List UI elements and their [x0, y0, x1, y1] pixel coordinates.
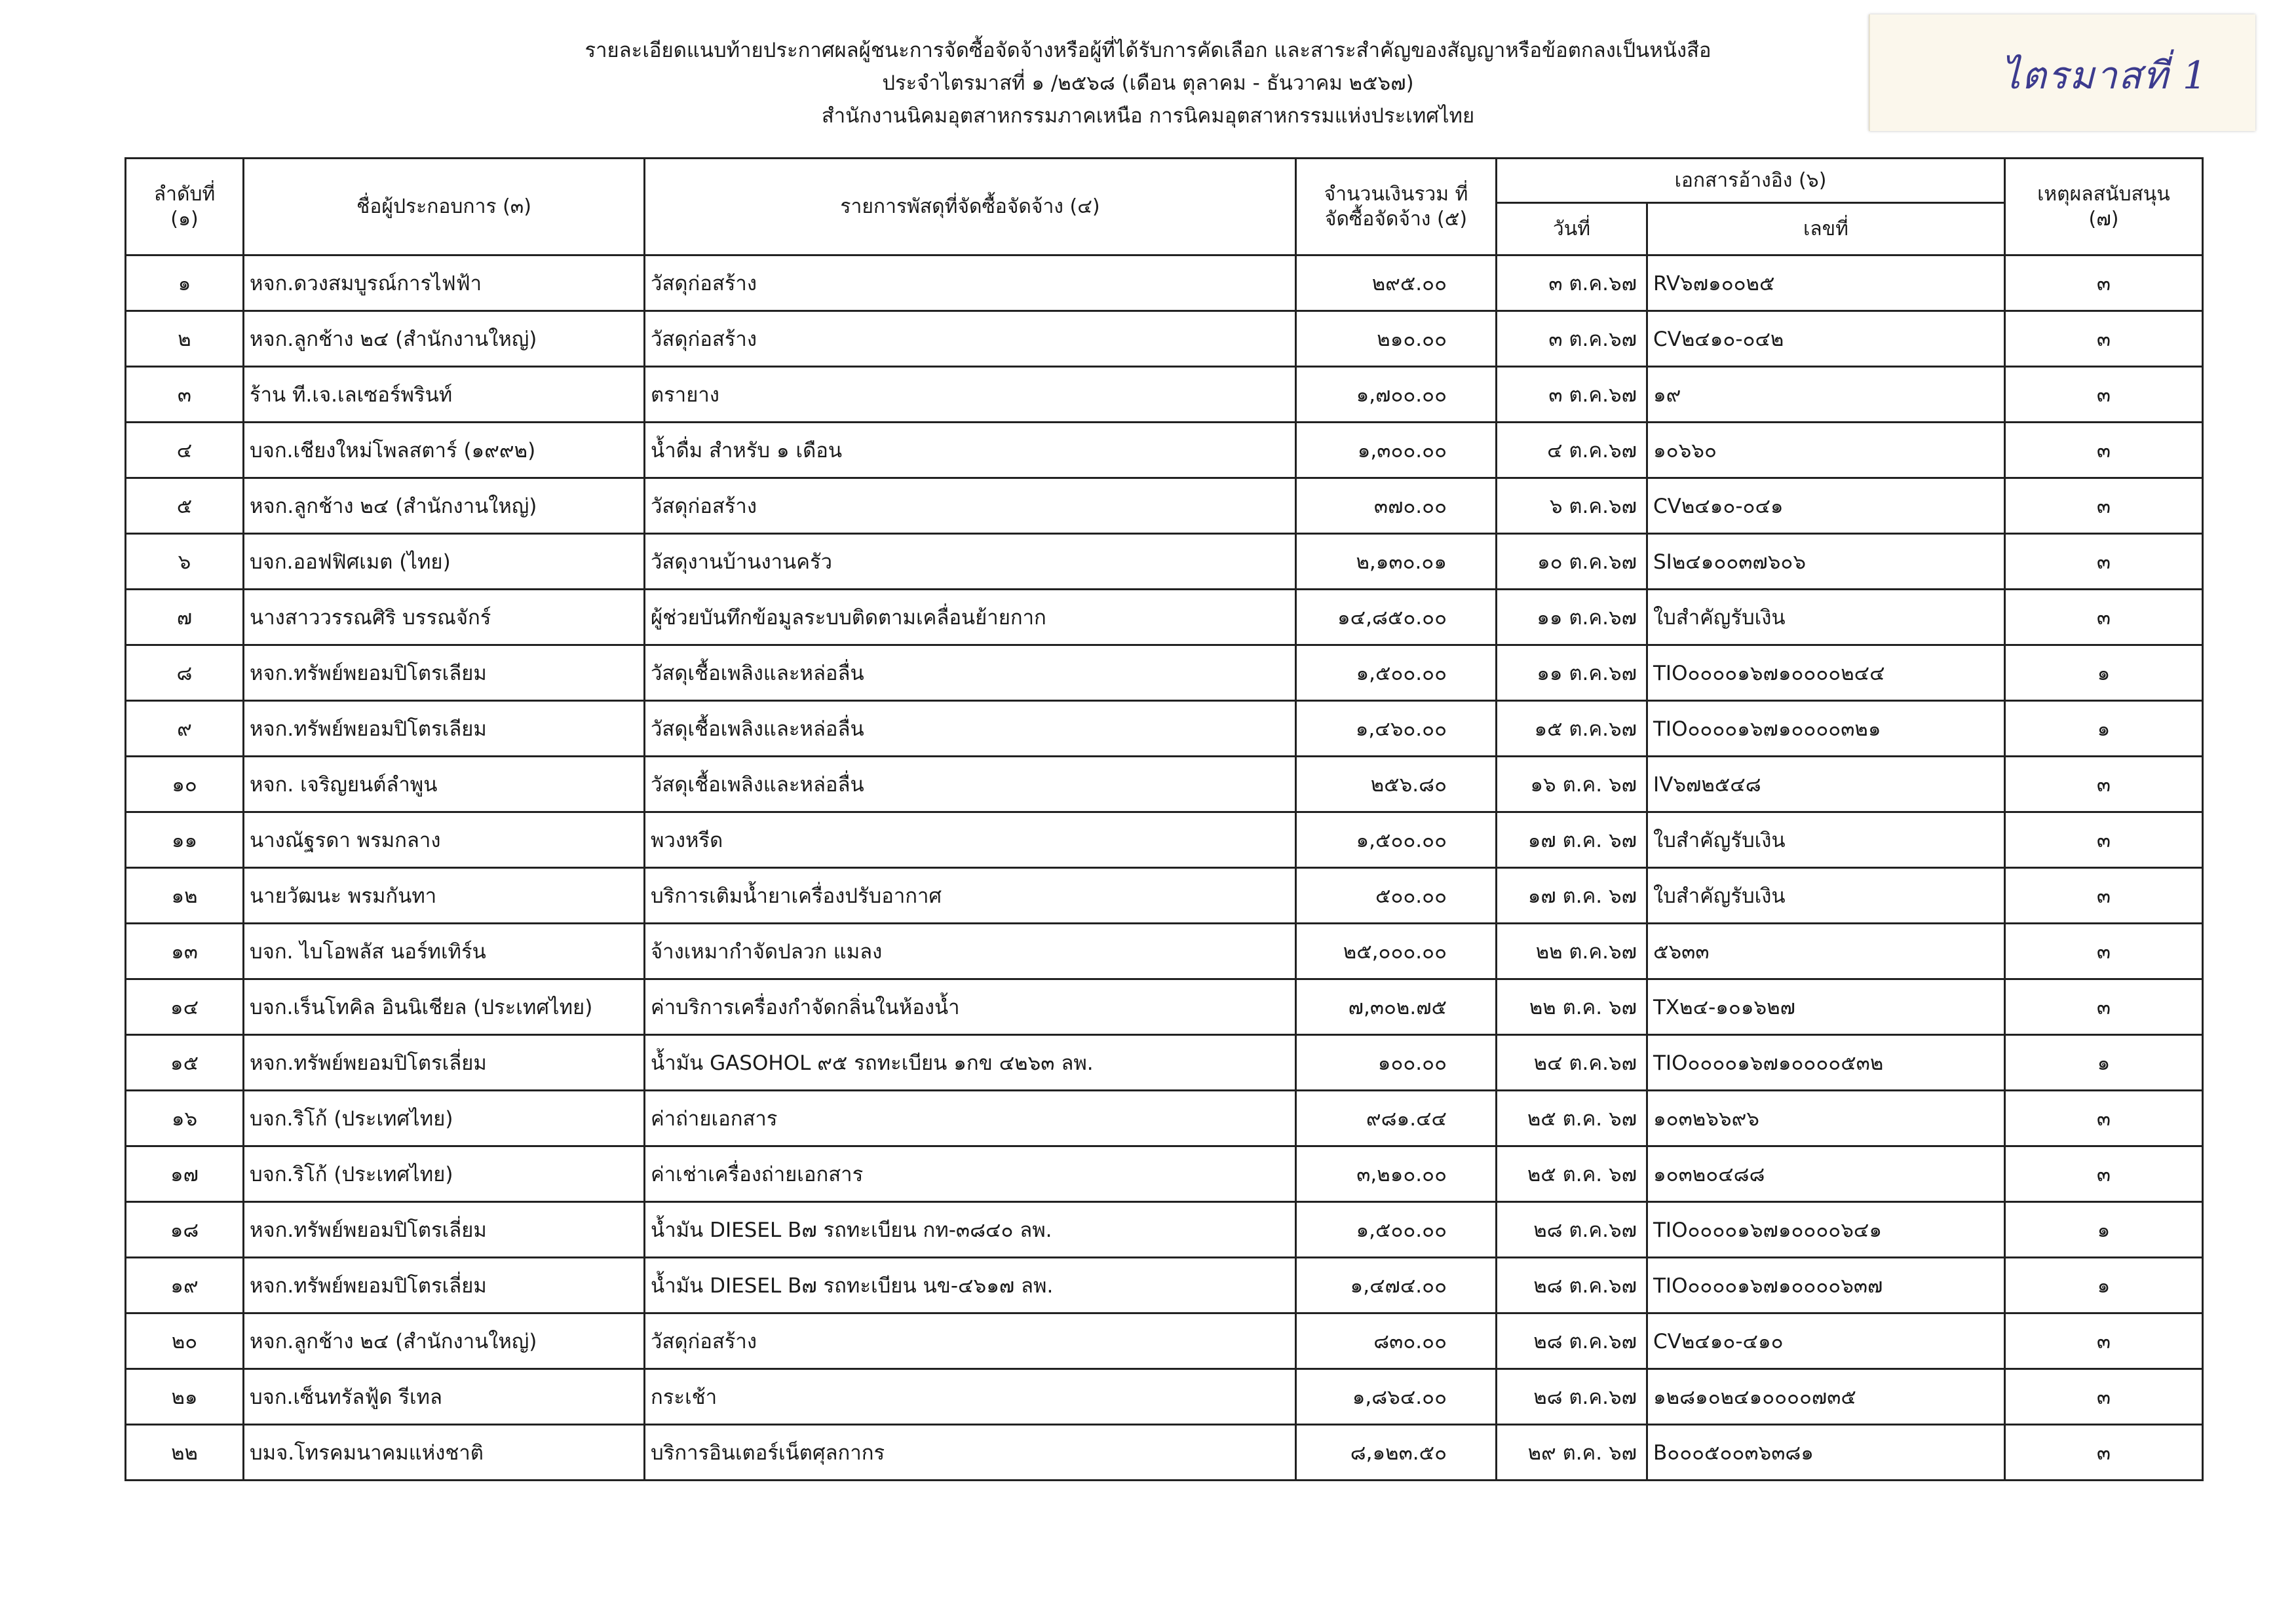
reason-code: ๑ — [2005, 1035, 2203, 1091]
table-row — [126, 590, 2203, 645]
item-description: วัสดุก่อสร้าง — [645, 478, 1296, 534]
row-number: ๑ — [126, 255, 244, 311]
table-row — [126, 645, 2203, 701]
reference-number: ใบสำคัญรับเงิน — [1647, 590, 2005, 645]
reason-code: ๓ — [2005, 423, 2203, 478]
row-number: ๒๐ — [126, 1313, 244, 1369]
reference-number: ๑๐๓๒๖๖๙๖ — [1647, 1091, 2005, 1146]
reason-code: ๓ — [2005, 590, 2203, 645]
row-number: ๔ — [126, 423, 244, 478]
vendor-name: หจก.ทรัพย์พยอมปิโตรเลี่ยม — [244, 1035, 645, 1091]
amount: ๑,๕๐๐.๐๐ — [1296, 812, 1497, 868]
reference-date: ๑๕ ต.ค.๖๗ — [1497, 701, 1647, 757]
reference-date: ๔ ต.ค.๖๗ — [1497, 423, 1647, 478]
col-header-no-ref: (๑) — [170, 207, 199, 231]
procurement-table — [124, 157, 2204, 1481]
reference-date: ๑๗ ต.ค. ๖๗ — [1497, 868, 1647, 924]
reference-date: ๑๗ ต.ค. ๖๗ — [1497, 812, 1647, 868]
header-period: ประจำไตรมาสที่ ๑ /๒๕๖๘ (เดือน ตุลาคม - ธันวาคม ๒๕๖๗) — [882, 71, 1414, 95]
vendor-name: บจก.เร็นโทคิล อินนิเชียล (ประเทศไทย) — [244, 979, 645, 1035]
reference-date: ๒๙ ต.ค. ๖๗ — [1497, 1425, 1647, 1481]
reference-number: B๐๐๐๕๐๐๓๖๓๘๑ — [1647, 1425, 2005, 1481]
table-row — [126, 255, 2203, 311]
reason-code: ๑ — [2005, 701, 2203, 757]
col-header-ref-no: เลขที่ — [1647, 203, 2005, 255]
table-row — [126, 367, 2203, 423]
reference-number: ๑๐๓๒๐๔๘๘ — [1647, 1146, 2005, 1202]
col-header-amount — [1296, 159, 1497, 255]
amount: ๒๕๖.๘๐ — [1296, 757, 1497, 812]
amount: ๒๙๕.๐๐ — [1296, 255, 1497, 311]
vendor-name: บจก.ริโก้ (ประเทศไทย) — [244, 1091, 645, 1146]
amount: ๒,๑๓๐.๐๑ — [1296, 534, 1497, 590]
amount: ๗,๓๐๒.๗๕ — [1296, 979, 1497, 1035]
amount: ๘๓๐.๐๐ — [1296, 1313, 1497, 1369]
reason-code: ๑ — [2005, 1202, 2203, 1258]
table-row — [126, 1146, 2203, 1202]
reference-date: ๓ ต.ค.๖๗ — [1497, 311, 1647, 367]
row-number: ๑๐ — [126, 757, 244, 812]
reason-code: ๓ — [2005, 1091, 2203, 1146]
reference-number: CV๒๔๑๐-๔๑๐ — [1647, 1313, 2005, 1369]
reference-number: TX๒๔-๑๐๑๖๒๗ — [1647, 979, 2005, 1035]
table-row — [126, 1035, 2203, 1091]
vendor-name: บจก. ไบโอพลัส นอร์ทเทิร์น — [244, 924, 645, 979]
item-description: พวงหรีด — [645, 812, 1296, 868]
row-number: ๑๒ — [126, 868, 244, 924]
amount: ๑,๗๐๐.๐๐ — [1296, 367, 1497, 423]
col-header-item: รายการพัสดุที่จัดซื้อจัดจ้าง (๔) — [645, 159, 1296, 255]
amount: ๑,๔๖๐.๐๐ — [1296, 701, 1497, 757]
reference-date: ๓ ต.ค.๖๗ — [1497, 367, 1647, 423]
reason-code: ๓ — [2005, 255, 2203, 311]
row-number: ๑๗ — [126, 1146, 244, 1202]
reason-code: ๓ — [2005, 1313, 2203, 1369]
reference-date: ๒๒ ต.ค. ๖๗ — [1497, 979, 1647, 1035]
table-row — [126, 1091, 2203, 1146]
reference-number: TIO๐๐๐๐๑๖๗๑๐๐๐๐๒๔๔ — [1647, 645, 2005, 701]
amount: ๑๔,๘๕๐.๐๐ — [1296, 590, 1497, 645]
table-row — [126, 868, 2203, 924]
item-description: ค่าบริการเครื่องกำจัดกลิ่นในห้องน้ำ — [645, 979, 1296, 1035]
col-header-no-label: ลำดับที่ — [153, 182, 216, 206]
vendor-name: บมจ.โทรคมนาคมแห่งชาติ — [244, 1425, 645, 1481]
reference-number: TIO๐๐๐๐๑๖๗๑๐๐๐๐๕๓๒ — [1647, 1035, 2005, 1091]
reference-date: ๑๐ ต.ค.๖๗ — [1497, 534, 1647, 590]
reason-code: ๓ — [2005, 812, 2203, 868]
row-number: ๑๓ — [126, 924, 244, 979]
table-row — [126, 701, 2203, 757]
reference-number: ๑๒๘๑๐๒๔๑๐๐๐๐๗๓๕ — [1647, 1369, 2005, 1425]
table-row — [126, 534, 2203, 590]
item-description: กระเช้า — [645, 1369, 1296, 1425]
col-header-reason — [2005, 159, 2203, 255]
vendor-name: หจก. เจริญยนต์ลำพูน — [244, 757, 645, 812]
reference-date: ๒๕ ต.ค. ๖๗ — [1497, 1146, 1647, 1202]
table-row — [126, 812, 2203, 868]
col-header-reference: เอกสารอ้างอิง (๖) — [1497, 159, 2005, 203]
row-number: ๑๑ — [126, 812, 244, 868]
row-number: ๒๒ — [126, 1425, 244, 1481]
vendor-name: หจก.ทรัพย์พยอมปิโตรเลียม — [244, 701, 645, 757]
header-organization: สำนักงานนิคมอุตสาหกรรมภาคเหนือ การนิคมอุตสาหกรรมแห่งประเทศไทย — [821, 104, 1475, 128]
amount: ๒๕,๐๐๐.๐๐ — [1296, 924, 1497, 979]
col-header-amount-line1: จำนวนเงินรวม ที่ — [1324, 182, 1468, 206]
reference-number: CV๒๔๑๐-๐๔๑ — [1647, 478, 2005, 534]
row-number: ๑๘ — [126, 1202, 244, 1258]
row-number: ๑๕ — [126, 1035, 244, 1091]
vendor-name: หจก.ดวงสมบูรณ์การไฟฟ้า — [244, 255, 645, 311]
reason-code: ๓ — [2005, 924, 2203, 979]
row-number: ๑๙ — [126, 1258, 244, 1313]
table-body — [126, 255, 2203, 1481]
reason-code: ๓ — [2005, 311, 2203, 367]
table-row — [126, 423, 2203, 478]
reference-date: ๒๘ ต.ค.๖๗ — [1497, 1258, 1647, 1313]
item-description: ตรายาง — [645, 367, 1296, 423]
table-row — [126, 1202, 2203, 1258]
table-row — [126, 757, 2203, 812]
table-row — [126, 979, 2203, 1035]
item-description: น้ำมัน DIESEL B๗ รถทะเบียน กท-๓๘๔๐ ลพ. — [645, 1202, 1296, 1258]
header-title: รายละเอียดแนบท้ายประกาศผลผู้ชนะการจัดซื้อจัดจ้างหรือผู้ที่ได้รับการคัดเลือก และสาระสำคัญของสัญญาหรือข้อตกลงเป็นหนังสือ — [584, 39, 1712, 62]
item-description: วัสดุเชื้อเพลิงและหล่อลื่น — [645, 757, 1296, 812]
reason-code: ๑ — [2005, 645, 2203, 701]
vendor-name: หจก.ทรัพย์พยอมปิโตรเลียม — [244, 645, 645, 701]
col-header-reason-label: เหตุผลสนับสนุน — [2037, 182, 2170, 206]
vendor-name: นางณัฐรดา พรมกลาง — [244, 812, 645, 868]
reason-code: ๓ — [2005, 1425, 2203, 1481]
row-number: ๓ — [126, 367, 244, 423]
reference-number: ๕๖๓๓ — [1647, 924, 2005, 979]
reason-code: ๑ — [2005, 1258, 2203, 1313]
row-number: ๖ — [126, 534, 244, 590]
item-description: วัสดุก่อสร้าง — [645, 255, 1296, 311]
item-description: วัสดุเชื้อเพลิงและหล่อลื่น — [645, 701, 1296, 757]
amount: ๓,๒๑๐.๐๐ — [1296, 1146, 1497, 1202]
amount: ๑,๓๐๐.๐๐ — [1296, 423, 1497, 478]
item-description: วัสดุงานบ้านงานครัว — [645, 534, 1296, 590]
row-number: ๒๑ — [126, 1369, 244, 1425]
reference-date: ๒๘ ต.ค.๖๗ — [1497, 1202, 1647, 1258]
table-row — [126, 311, 2203, 367]
amount: ๓๗๐.๐๐ — [1296, 478, 1497, 534]
amount: ๑๐๐.๐๐ — [1296, 1035, 1497, 1091]
item-description: วัสดุเชื้อเพลิงและหล่อลื่น — [645, 645, 1296, 701]
reason-code: ๓ — [2005, 534, 2203, 590]
reference-number: ๑๐๖๖๐ — [1647, 423, 2005, 478]
table-row — [126, 1369, 2203, 1425]
item-description: ค่าถ่ายเอกสาร — [645, 1091, 1296, 1146]
reference-number: CV๒๔๑๐-๐๔๒ — [1647, 311, 2005, 367]
amount: ๑,๘๖๔.๐๐ — [1296, 1369, 1497, 1425]
reason-code: ๓ — [2005, 1369, 2203, 1425]
reason-code: ๓ — [2005, 757, 2203, 812]
reason-code: ๓ — [2005, 367, 2203, 423]
row-number: ๘ — [126, 645, 244, 701]
amount: ๕๐๐.๐๐ — [1296, 868, 1497, 924]
reference-date: ๒๒ ต.ค.๖๗ — [1497, 924, 1647, 979]
reference-number: TIO๐๐๐๐๑๖๗๑๐๐๐๐๖๓๗ — [1647, 1258, 2005, 1313]
reference-date: ๒๘ ต.ค.๖๗ — [1497, 1369, 1647, 1425]
vendor-name: หจก.ลูกช้าง ๒๔ (สำนักงานใหญ่) — [244, 1313, 645, 1369]
reason-code: ๓ — [2005, 868, 2203, 924]
amount: ๑,๕๐๐.๐๐ — [1296, 645, 1497, 701]
col-header-reason-ref: (๗) — [2088, 207, 2119, 231]
amount: ๑,๕๐๐.๐๐ — [1296, 1202, 1497, 1258]
item-description: บริการเติมน้ำยาเครื่องปรับอากาศ — [645, 868, 1296, 924]
vendor-name: หจก.ทรัพย์พยอมปิโตรเลี่ยม — [244, 1258, 645, 1313]
amount: ๙๘๑.๔๔ — [1296, 1091, 1497, 1146]
item-description: บริการอินเตอร์เน็ตศุลกากร — [645, 1425, 1296, 1481]
table-header — [126, 159, 2203, 255]
reference-date: ๓ ต.ค.๖๗ — [1497, 255, 1647, 311]
vendor-name: บจก.ริโก้ (ประเทศไทย) — [244, 1146, 645, 1202]
reference-number: ใบสำคัญรับเงิน — [1647, 812, 2005, 868]
row-number: ๒ — [126, 311, 244, 367]
reference-number: SI๒๔๑๐๐๓๗๖๐๖ — [1647, 534, 2005, 590]
vendor-name: หจก.ทรัพย์พยอมปิโตรเลี่ยม — [244, 1202, 645, 1258]
vendor-name: บจก.เชียงใหม่โพลสตาร์ (๑๙๙๒) — [244, 423, 645, 478]
table-row — [126, 924, 2203, 979]
reference-date: ๒๕ ต.ค. ๖๗ — [1497, 1091, 1647, 1146]
reference-number: IV๖๗๒๕๔๘ — [1647, 757, 2005, 812]
amount: ๒๑๐.๐๐ — [1296, 311, 1497, 367]
item-description: จ้างเหมากำจัดปลวก แมลง — [645, 924, 1296, 979]
reference-number: RV๖๗๑๐๐๒๕ — [1647, 255, 2005, 311]
row-number: ๕ — [126, 478, 244, 534]
item-description: น้ำมัน DIESEL B๗ รถทะเบียน นข-๔๖๑๗ ลพ. — [645, 1258, 1296, 1313]
row-number: ๑๖ — [126, 1091, 244, 1146]
table-row — [126, 478, 2203, 534]
reason-code: ๓ — [2005, 979, 2203, 1035]
reference-number: TIO๐๐๐๐๑๖๗๑๐๐๐๐๓๒๑ — [1647, 701, 2005, 757]
amount: ๑,๔๗๔.๐๐ — [1296, 1258, 1497, 1313]
reference-date: ๑๑ ต.ค.๖๗ — [1497, 590, 1647, 645]
reference-date: ๑๖ ต.ค. ๖๗ — [1497, 757, 1647, 812]
reference-date: ๖ ต.ค.๖๗ — [1497, 478, 1647, 534]
item-description: ผู้ช่วยบันทึกข้อมูลระบบติดตามเคลื่อนย้ายกาก — [645, 590, 1296, 645]
row-number: ๙ — [126, 701, 244, 757]
reason-code: ๓ — [2005, 478, 2203, 534]
vendor-name: นางสาววรรณศิริ บรรณจักร์ — [244, 590, 645, 645]
item-description: น้ำมัน GASOHOL ๙๕ รถทะเบียน ๑กข ๔๒๖๓ ลพ. — [645, 1035, 1296, 1091]
sticky-note-text: ไตรมาสที่ 1 — [2001, 53, 2208, 98]
table-row — [126, 1313, 2203, 1369]
col-header-amount-line2: จัดซื้อจัดจ้าง (๕) — [1324, 207, 1468, 231]
col-header-date: วันที่ — [1497, 203, 1647, 255]
reference-number: ๑๙ — [1647, 367, 2005, 423]
vendor-name: หจก.ลูกช้าง ๒๔ (สำนักงานใหญ่) — [244, 478, 645, 534]
amount: ๘,๑๒๓.๕๐ — [1296, 1425, 1497, 1481]
reason-code: ๓ — [2005, 1146, 2203, 1202]
vendor-name: ร้าน ที.เจ.เลเซอร์พรินท์ — [244, 367, 645, 423]
row-number: ๑๔ — [126, 979, 244, 1035]
vendor-name: นายวัฒนะ พรมกันทา — [244, 868, 645, 924]
col-header-no — [126, 159, 244, 255]
item-description: ค่าเช่าเครื่องถ่ายเอกสาร — [645, 1146, 1296, 1202]
reference-number: ใบสำคัญรับเงิน — [1647, 868, 2005, 924]
item-description: น้ำดื่ม สำหรับ ๑ เดือน — [645, 423, 1296, 478]
sticky-note — [1869, 14, 2255, 131]
reference-date: ๑๑ ต.ค.๖๗ — [1497, 645, 1647, 701]
item-description: วัสดุก่อสร้าง — [645, 1313, 1296, 1369]
table-row — [126, 1425, 2203, 1481]
col-header-vendor: ชื่อผู้ประกอบการ (๓) — [244, 159, 645, 255]
vendor-name: หจก.ลูกช้าง ๒๔ (สำนักงานใหญ่) — [244, 311, 645, 367]
table-row — [126, 1258, 2203, 1313]
reference-date: ๒๔ ต.ค.๖๗ — [1497, 1035, 1647, 1091]
row-number: ๗ — [126, 590, 244, 645]
vendor-name: บจก.ออฟฟิศเมต (ไทย) — [244, 534, 645, 590]
vendor-name: บจก.เซ็นทรัลฟู้ด รีเทล — [244, 1369, 645, 1425]
item-description: วัสดุก่อสร้าง — [645, 311, 1296, 367]
reference-number: TIO๐๐๐๐๑๖๗๑๐๐๐๐๖๔๑ — [1647, 1202, 2005, 1258]
reference-date: ๒๘ ต.ค.๖๗ — [1497, 1313, 1647, 1369]
